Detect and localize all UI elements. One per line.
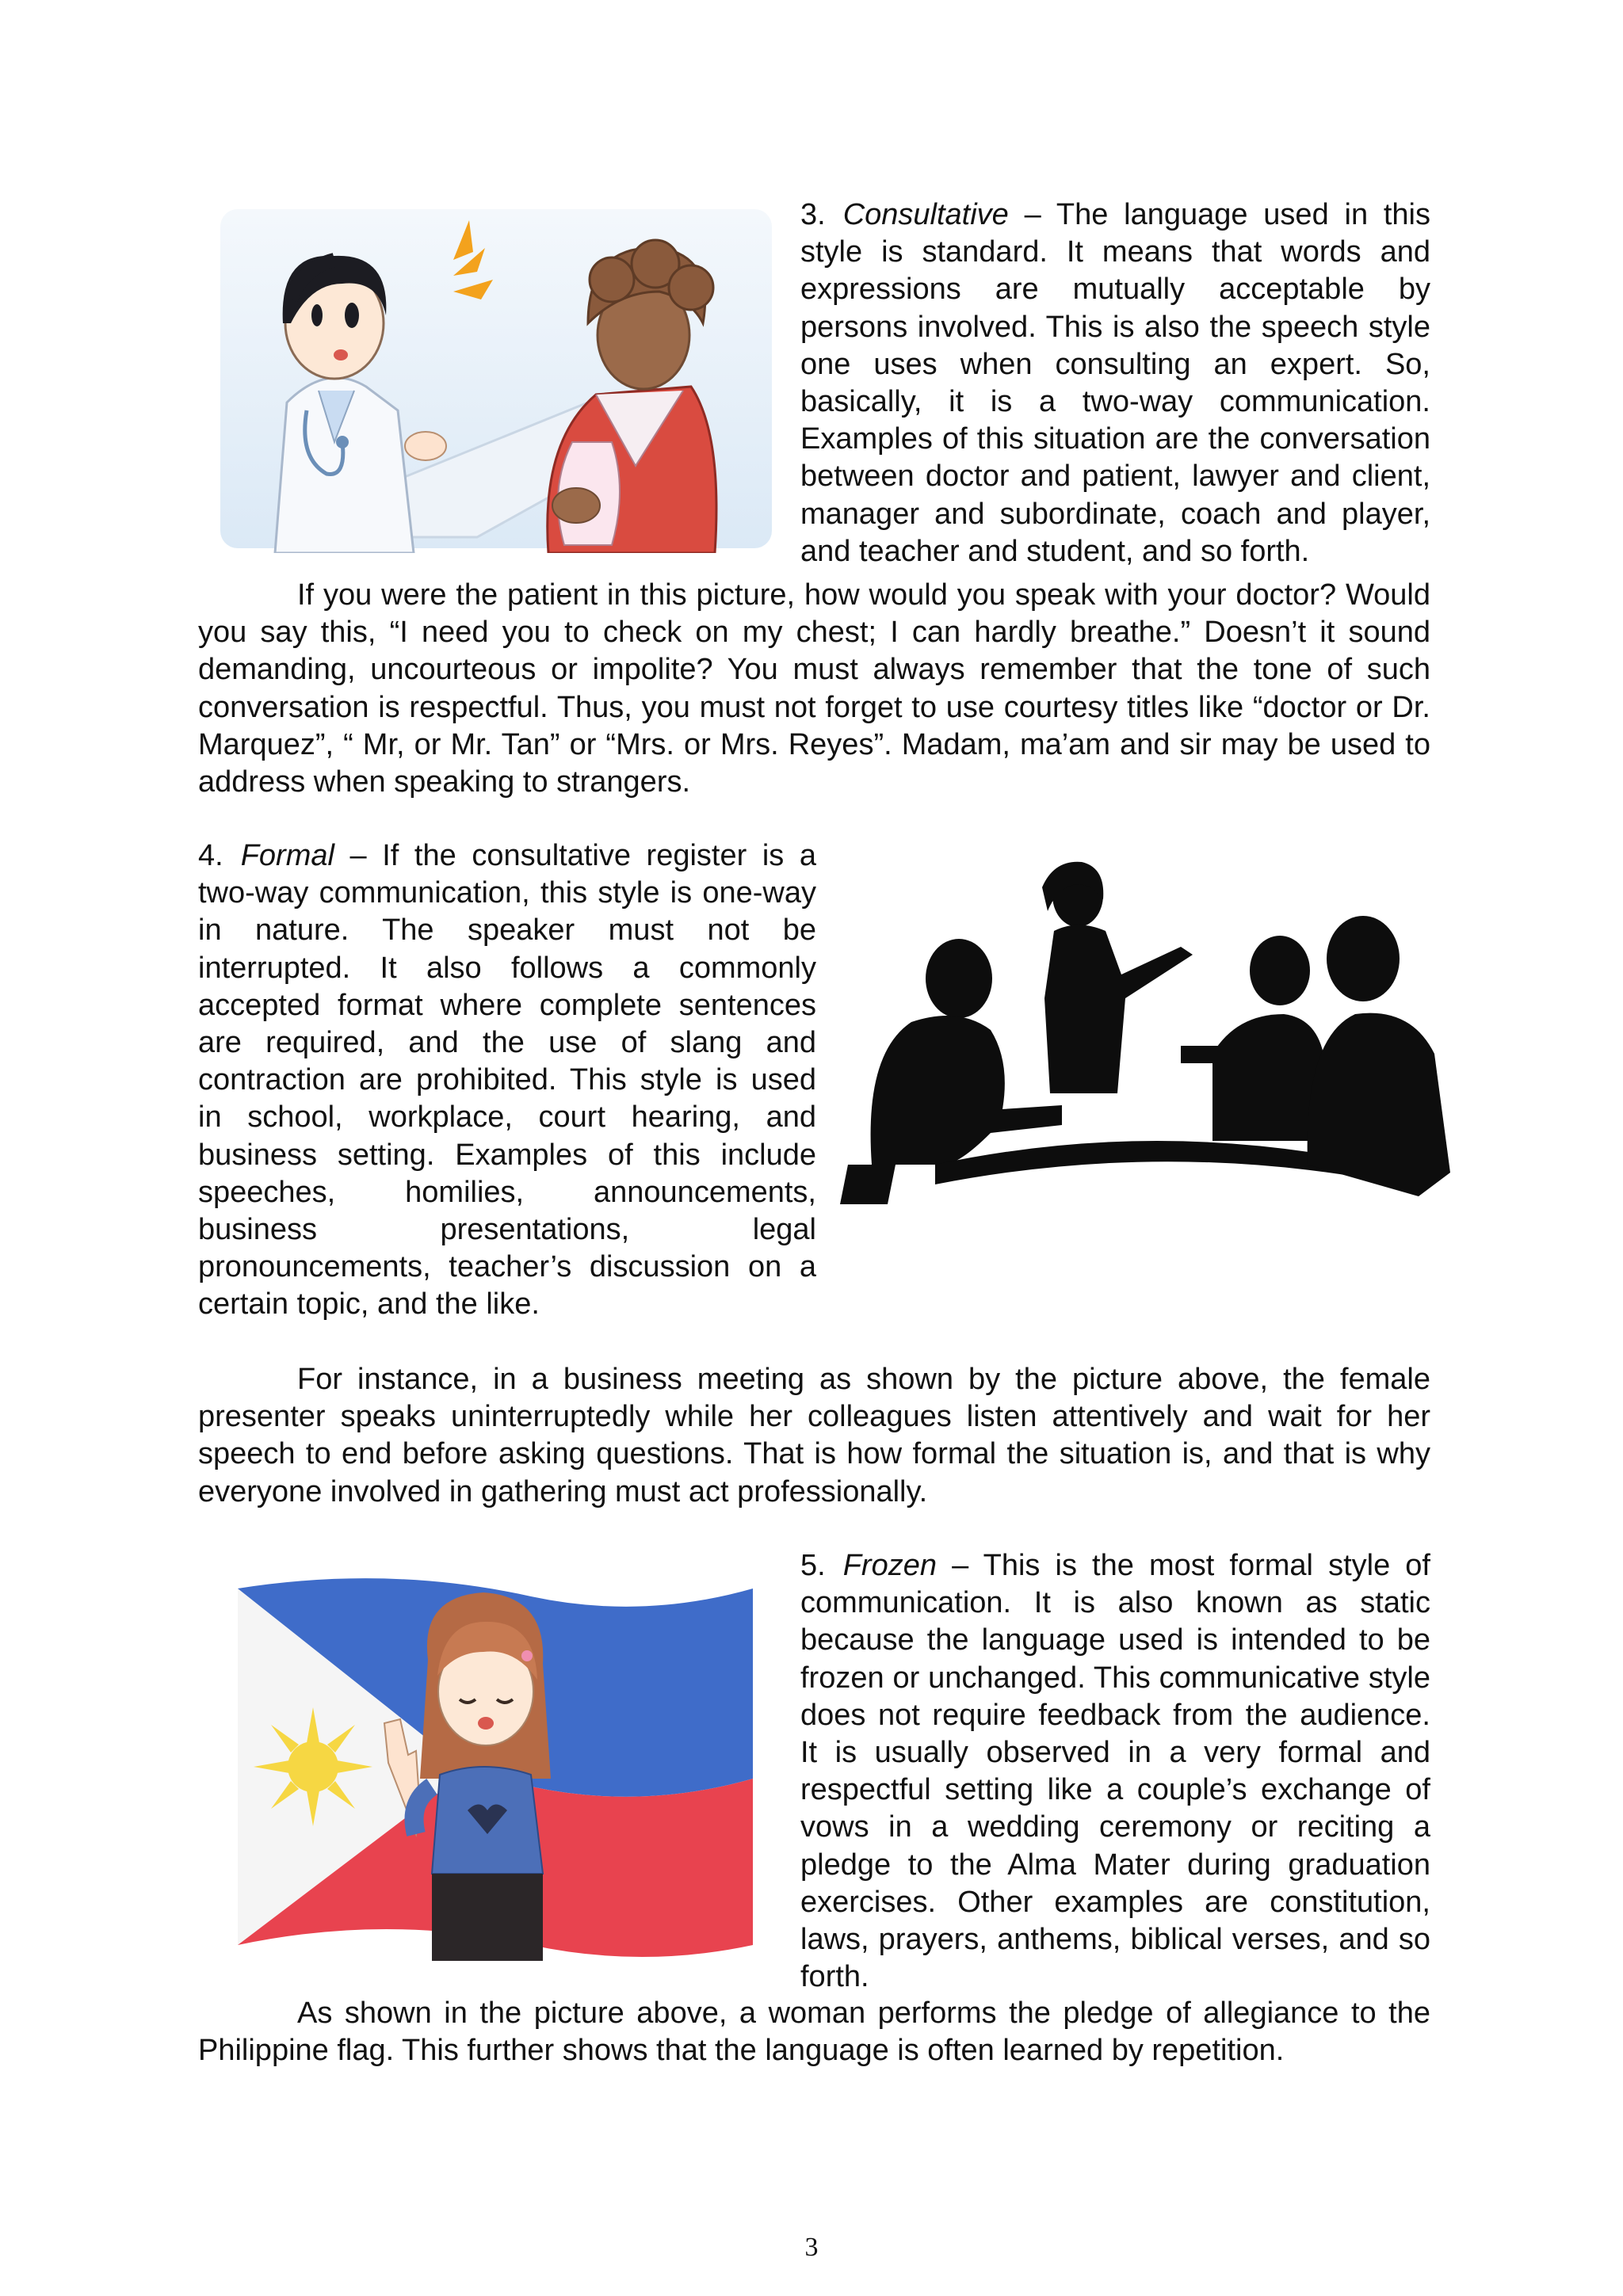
page-number: 3 bbox=[804, 2233, 819, 2262]
doctor-patient-illustration bbox=[216, 204, 777, 553]
frozen-body: – This is the most formal style of communication. It is also known as static because the language used is intended to be frozen or unchanged. This communicative style does not require feedback from the audience. It is usually observed in a very formal and respectful setting like a couple’s exchange of vows in a wedding ceremony or reciting a pledge to the Alma Mater during graduation exercises. Other examples are constitution, laws, prayers, anthems, biblical verses, and so forth. bbox=[800, 1549, 1430, 1994]
term-frozen: Frozen bbox=[842, 1549, 937, 1582]
section-number: 4. bbox=[198, 839, 223, 872]
consultative-paragraph bbox=[800, 196, 1430, 570]
section-number: 5. bbox=[800, 1549, 826, 1582]
consultative-body: – The language used in this style is standard. It means that words and expressions are mutually acceptable by persons involved. This is also the speech style one uses when consulting an expert. So, basically, it is a two-way communication. Examples of this situation are the conversation between doctor and patient, lawyer and client, manager and subordinate, coach and player, and teacher and student, and so forth. bbox=[800, 198, 1430, 568]
formal-paragraph bbox=[198, 837, 816, 1324]
business-meeting-silhouette bbox=[840, 792, 1450, 1204]
formal-body: – If the consultative register is a two-way communication, this style is one-way in nature. The speaker must not be interrupted. It also follows a commonly accepted format where complete sentences are required, and the use of slang and contraction are prohibited. This style is used in school, workplace, court hearing, and business setting. Examples of this include speeches, homilies, announcements, business presentations, legal pronouncements, teacher’s discussion on a certain topic, and the like. bbox=[198, 839, 816, 1322]
frozen-followup: As shown in the picture above, a woman performs the pledge of allegiance to the Philippine flag. This further shows that the language is often learned by repetition. bbox=[198, 1997, 1430, 2068]
formal-followup: For instance, in a business meeting as shown by the picture above, the female presenter speaks uninterruptedly while her colleagues listen attentively and wait for her speech to end before asking questions. That is how formal the situation is, and that is why everyone involved in gathering must act professionally. bbox=[198, 1363, 1430, 1508]
section-number: 3. bbox=[800, 198, 826, 231]
term-formal: Formal bbox=[240, 839, 334, 872]
consultative-followup: If you were the patient in this picture, how would you speak with your doctor? Would you say this, “I need you to check on my chest; I can hardly breathe.” Doesn’t it sound demanding, uncourteous or impolite? You must always remember that the tone of such conversation is respectful. Thus, you must not forget to use courtesy titles like “doctor or Dr. Marquez”, “ Mr, or Mr. Tan” or “Mrs. or Mrs. Reyes”. Madam, ma’am and sir may be used to address when speaking to strangers. bbox=[198, 578, 1430, 799]
frozen-paragraph bbox=[800, 1547, 1430, 1996]
flag-pledge-illustration bbox=[230, 1573, 762, 1961]
term-consultative: Consultative bbox=[842, 198, 1009, 231]
